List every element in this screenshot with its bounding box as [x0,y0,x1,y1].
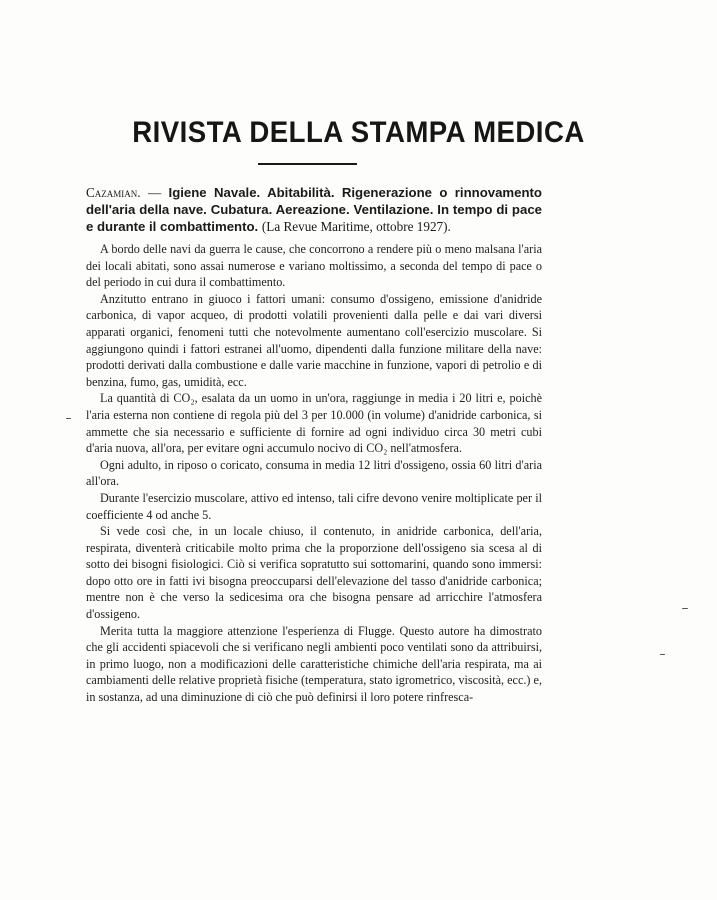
article-title: Igiene Navale. Abitabilità. Rigenerazione o rinnovamento dell'aria della nave. Cubatura. Aereazione. Ventilazione. In tempo di pace e durante il combattimento. [86,185,542,234]
article [86,184,542,706]
paragraph: La quantità di CO₂, esalata da un uomo in un'ora, raggiunge in media i 20 litri e, poichè l'aria esterna non contiene di regola più del 3 per 10.000 (in volume) d'anidride carbonica, si ammette che sia necessario e sufficiente di fornire ad ogni individuo circa 30 metri cubi d'aria nuova, all'ora, per evitare ogni accumulo nocivo di CO₂ nell'atmosfera. [86,391,542,456]
scan-speck [682,608,688,609]
scan-speck [660,654,665,655]
paragraph: Merita tutta la maggiore attenzione l'esperienza di Flugge. Questo autore ha dimostrato che gli accidenti spiacevoli che si verificano negli ambienti poco ventilati sono da attribuirsi, in primo luogo, non a modificazioni delle caratteristiche chimiche dell'aria respirata, ma ai cambiamenti delle relative proprietà fisiche (temperatura, stato igrometrico, viscosità, ecc.) e, in sostanza, ad una diminuzione di ciò che può definirsi il loro potere rinfresca- [86,623,542,705]
article-citation: (La Revue Maritime, ottobre 1927). [261,219,451,234]
paragraph: Durante l'esercizio muscolare, attivo ed intenso, tali cifre devono venire moltiplicate per il coefficiente 4 od anche 5. [86,490,542,522]
paragraph: A bordo delle navi da guerra le cause, che concorrono a rendere più o meno malsana l'aria dei locali abitati, sono assai numerose e variano moltissimo, a seconda del tempo di pace o del periodo in cui dura il combattimento. [86,242,542,290]
paragraph: Anzitutto entrano in giuoco i fattori umani: consumo d'ossigeno, emissione d'anidride carbonica, di vapor acqueo, di prodotti volatili provenienti dalla pelle e dai vari diversi apparati organici, fenomeni tutti che notevolmente aumentano coll'esercizio muscolare. Si aggiungono quindi i fattori estranei all'uomo, dipendenti dalla funzione militare della nave: prodotti derivati dalla combustione e dalle varie macchine in funzione, vapori di petrolio e di benzina, fumo, gas, umidità, ecc. [86,291,542,389]
page-title: RIVISTA DELLA STAMPA MEDICA [132,116,585,149]
heading-dash: — [147,185,162,200]
paragraph: Ogni adulto, in riposo o coricato, consuma in media 12 litri d'ossigeno, ossia 60 litri d'aria all'ora. [86,457,542,489]
article-heading [86,184,542,235]
article-author: Cazamian. [86,185,141,200]
scan-speck [66,418,71,419]
title-rule [258,163,357,165]
paragraph: Si vede così che, in un locale chiuso, il contenuto, in anidride carbonica, dell'aria, respirata, diventerà criticabile molto prima che la proporzione dell'ossigeno sia scesa al di sotto dei bisogni fisiologici. Ciò si verifica sopratutto sui sottomarini, quando sono immersi: dopo otto ore in fatti ivi bisogna preoccuparsi dell'elevazione del tasso d'anidride carbonica; mentre non è che verso la sedicesima ora che bisogna pensare ad arricchire l'atmosfera d'ossigeno. [86,524,542,622]
